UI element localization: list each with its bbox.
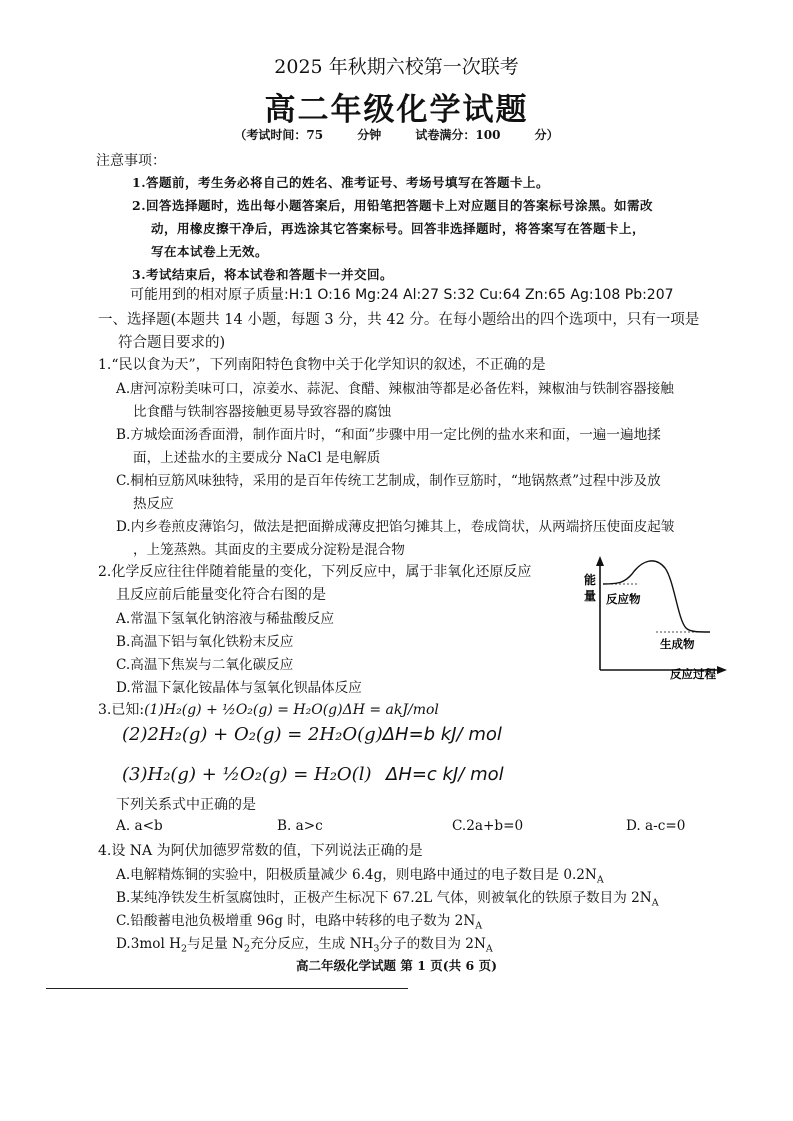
energy-ylabel-bottom: 量 [584, 589, 597, 603]
q2-option-c: C.高温下焦炭与二氧化碳反应 [116, 657, 294, 673]
notice-item-2: 2.回答选择题时，选出每小题答案后，用铅笔把答题卡上对应题目的答案标号涂黑。如需改 [132, 198, 654, 213]
q3-option-d: D. a-c=0 [626, 818, 686, 834]
q3-equation-3 [122, 764, 372, 785]
exam-main-title: 高二年级化学试题 [264, 92, 529, 128]
notice-item-3: 3.考试结束后，将本试卷和答题卡一并交回。 [132, 267, 394, 282]
q3-option-a: A. a<b [116, 818, 163, 834]
q3-option-b: B. a>c [277, 818, 323, 834]
reactant-label: 反应物 [606, 592, 641, 606]
q1-stem: 1.“民以食为天”，下列南阳特色食物中关于化学知识的叙述，不正确的是 [98, 357, 546, 373]
exam-info: （考试时间：75 分钟 试卷满分：100 分） [234, 128, 559, 142]
section-heading-cont: 符合题目要求的) [118, 335, 226, 351]
q1-option-a: A.唐河凉粉美味可口，凉姜水、蒜泥、食醋、辣椒油等都是必备佐料，辣椒油与铁制容器接触 [116, 381, 674, 397]
q3-equation-2 [122, 724, 502, 745]
q4-option-d-pre: D.3mol H [116, 936, 181, 952]
q4-option-d-post: 分子的数目为 2N [379, 936, 486, 952]
q3-question: 下列关系式中正确的是 [116, 797, 256, 813]
q3-stem [98, 699, 439, 719]
q4-option-b [116, 886, 659, 909]
footer-rule [46, 988, 408, 989]
q3-equation-2-body: (2)2H₂(g) + O₂(g) = 2H₂O(g) [122, 724, 383, 745]
q4-option-c-sub: A [475, 920, 483, 932]
q4-option-a-text: A.电解精炼铜的实验中，阳极质量减少 6.4g，则电路中通过的电子数目是 0.2N [116, 867, 597, 883]
q1-option-b: B.方城烩面汤香面滑，制作面片时，“和面”步骤中用一定比例的盐水来和面，一遍一遍地揉 [116, 427, 661, 443]
q4-option-d-sub-a: A [485, 943, 493, 955]
q4-option-d-mid1: 与足量 N [187, 936, 245, 952]
notice-item-2-cont2: 写在本试卷上无效。 [151, 244, 269, 259]
atomic-masses: 可能用到的相对原子质量:H:1 O:16 Mg:24 Al:27 S:32 Cu:64 Zn:65 Ag:108 Pb:207 [130, 287, 674, 303]
q1-option-d: D.内乡卷煎皮薄馅匀，做法是把面擀成薄皮把馅匀摊其上，卷成筒状，从两端挤压使面皮起皱 [116, 519, 675, 535]
q2-option-d: D.常温下氯化铵晶体与氢氧化钡晶体反应 [116, 680, 362, 696]
q4-option-c-text: C.铅酸蓄电池负极增重 96g 时，电路中转移的电子数为 2N [116, 913, 476, 929]
energy-ylabel-top: 能 [584, 573, 597, 587]
q3-prefix: 3.已知: [98, 702, 145, 718]
q2-stem: 2.化学反应往往伴随着能量的变化，下列反应中，属于非氧化还原反应 [98, 564, 532, 580]
q3-equation-3-body: (3)H₂(g) + ½O₂(g) = H₂O(l) [122, 764, 372, 785]
q1-option-a-cont: 比食醋与铁制容器接触更易导致容器的腐蚀 [133, 404, 392, 420]
q1-option-d-cont: ，上笼蒸熟。其面皮的主要成分淀粉是混合物 [133, 542, 405, 558]
section-heading: 一、选择题(本题共 14 小题，每题 3 分，共 42 分。在每小题给出的四个选项中，只有一项是 [98, 312, 700, 328]
energy-axis-y-arrow [596, 556, 604, 566]
q3-equation-1: (1)H₂(g) + ½O₂(g) = H₂O(g)ΔH = akJ/mol [144, 702, 439, 718]
energy-xlabel: 反应过程 [670, 667, 716, 680]
notice-heading: 注意事项： [96, 153, 166, 169]
q2-option-a: A.常温下氢氧化钠溶液与稀盐酸反应 [116, 611, 335, 627]
q4-option-d-mid2: 充分反应，生成 NH [250, 936, 374, 952]
q4-option-d-sub-nh3: 3 [373, 943, 380, 955]
energy-axis-x-arrow [717, 666, 727, 674]
q4-option-d [116, 932, 493, 955]
q4-option-c [116, 909, 482, 932]
q1-option-c-cont: 热反应 [133, 496, 174, 512]
notice-item-2-cont: 动，用橡皮擦干净后，再选涂其它答案标号。回答非选择题时，将答案写在答题卡上， [151, 221, 646, 236]
q4-option-d-sub-n2: 2 [244, 943, 251, 955]
q3-option-c: C.2a+b=0 [452, 818, 524, 834]
q2-option-b: B.高温下铝与氧化铁粉末反应 [116, 634, 294, 650]
q1-option-b-cont: 面，上述盐水的主要成分 NaCl 是电解质 [133, 450, 381, 466]
energy-diagram [570, 552, 735, 680]
q3-equation-2-dh: ΔH=b kJ/ mol [382, 724, 502, 745]
q4-option-a-sub: A [596, 874, 604, 886]
product-label: 生成物 [660, 637, 695, 651]
q3-equation-3-dh: ΔH=c kJ/ mol [386, 764, 504, 785]
exam-top-title: 2025 年秋期六校第一次联考 [274, 56, 519, 78]
q2-stem-cont: 且反应前后能量变化符合右图的是 [116, 587, 326, 603]
page-footer: 高二年级化学试题 第 1 页(共 6 页) [296, 958, 497, 973]
notice-item-1: 1.答题前，考生务必将自己的姓名、准考证号、考场号填写在答题卡上。 [132, 175, 550, 190]
q4-option-a [116, 863, 604, 886]
q4-option-b-text: B.某纯净铁发生析氢腐蚀时，正极产生标况下 67.2L 气体，则被氧化的铁原子数目为 2N [116, 890, 652, 906]
q1-option-c: C.桐柏豆筋风味独特，采用的是百年传统工艺制成，制作豆筋时，“地锅熬煮”过程中涉及放 [116, 473, 661, 489]
q4-option-d-sub-h2: 2 [180, 943, 188, 955]
q4-stem: 4.设 NA 为阿伏加德罗常数的值，下列说法正确的是 [98, 843, 423, 859]
q4-option-b-sub: A [651, 897, 659, 909]
